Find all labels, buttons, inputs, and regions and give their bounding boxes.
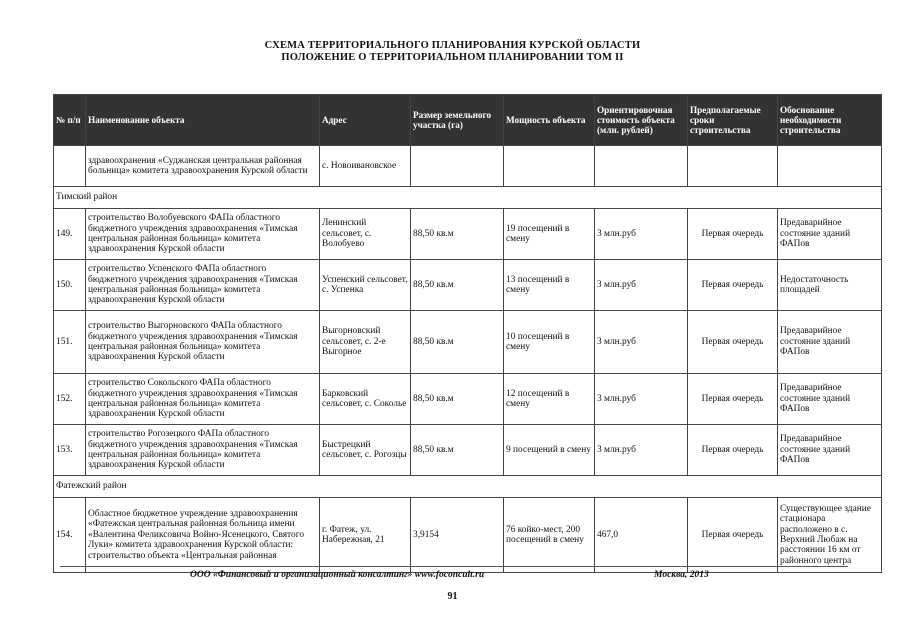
cell-area: 88,50 кв.м bbox=[411, 374, 504, 425]
cell-cost: 3 млн.руб bbox=[595, 311, 688, 374]
cell-capacity: 76 койко-мест, 200 посещений в смену bbox=[504, 498, 595, 573]
table-row bbox=[54, 498, 882, 573]
cell-reason: Предаварийное состояние зданий ФАПов bbox=[778, 425, 882, 476]
cell-term: Первая очередь bbox=[688, 311, 778, 374]
footer-city-year: Москва, 2013 bbox=[654, 570, 709, 580]
cell-address: Быстрецкий сельсовет, с. Рогозцы bbox=[320, 425, 411, 476]
cell-reason: Предаварийное состояние зданий ФАПов bbox=[778, 374, 882, 425]
footer-divider bbox=[60, 566, 848, 567]
col-header-reason: Обоснование необходимости строительства bbox=[778, 95, 882, 146]
cell-cost bbox=[595, 146, 688, 187]
cell-area: 88,50 кв.м bbox=[411, 260, 504, 311]
document-title: СХЕМА ТЕРРИТОРИАЛЬНОГО ПЛАНИРОВАНИЯ КУРСКОЙ ОБЛАСТИ bbox=[264, 40, 641, 51]
cell-name: здравоохранения «Суджанская центральная районная больница» комитета здравоохранения Курской области bbox=[86, 146, 320, 187]
cell-area: 88,50 кв.м bbox=[411, 311, 504, 374]
cell-name: строительство Успенского ФАПа областного бюджетного учреждения здравоохранения «Тимская центральная районная больница» комитета здравоохранения Курской области bbox=[86, 260, 320, 311]
cell-num bbox=[54, 146, 86, 187]
cell-name: строительство Волобуевского ФАПа областного бюджетного учреждения здравоохранения «Тимская центральная районная больница» комитета здравоохранения Курской области bbox=[86, 209, 320, 260]
col-header-cost: Ориентировочная стоимость объекта (млн. рублей) bbox=[595, 95, 688, 146]
cell-num: 152. bbox=[54, 374, 86, 425]
section-row bbox=[54, 187, 882, 209]
cell-term: Первая очередь bbox=[688, 374, 778, 425]
section-title-tim: Тимский район bbox=[54, 187, 882, 209]
document-subtitle: ПОЛОЖЕНИЕ О ТЕРРИТОРИАЛЬНОМ ПЛАНИРОВАНИИ ТОМ II bbox=[281, 52, 624, 63]
table-row bbox=[54, 209, 882, 260]
cell-capacity: 10 посещений в смену bbox=[504, 311, 595, 374]
cell-name: строительство Выгорновского ФАПа областного бюджетного учреждения здравоохранения «Тимская центральная районная больница» комитета здравоохранения Курской области bbox=[86, 311, 320, 374]
cell-cost: 3 млн.руб bbox=[595, 374, 688, 425]
col-header-num: № п/п bbox=[54, 95, 86, 146]
cell-address: с. Новоивановское bbox=[320, 146, 411, 187]
cell-area bbox=[411, 146, 504, 187]
table-row bbox=[54, 311, 882, 374]
cell-reason: Недостаточность площадей bbox=[778, 260, 882, 311]
cell-term: Первая очередь bbox=[688, 425, 778, 476]
cell-address: г. Фатеж, ул. Набережная, 21 bbox=[320, 498, 411, 573]
cell-num: 150. bbox=[54, 260, 86, 311]
table-header-row bbox=[54, 95, 882, 146]
cell-capacity: 19 посещений в смену bbox=[504, 209, 595, 260]
cell-name: строительство Рогозецкого ФАПа областного бюджетного учреждения здравоохранения «Тимская центральная районная больница» комитета здравоохранения Курской области bbox=[86, 425, 320, 476]
section-row bbox=[54, 476, 882, 498]
page-number: 91 bbox=[447, 591, 458, 602]
cell-term: Первая очередь bbox=[688, 498, 778, 573]
cell-address: Ленинский сельсовет, с. Волобуево bbox=[320, 209, 411, 260]
cell-cost: 3 млн.руб bbox=[595, 260, 688, 311]
cell-reason bbox=[778, 146, 882, 187]
cell-capacity: 12 посещений в смену bbox=[504, 374, 595, 425]
table-row bbox=[54, 425, 882, 476]
col-header-area: Размер земельного участка (га) bbox=[411, 95, 504, 146]
cell-cost: 3 млн.руб bbox=[595, 209, 688, 260]
col-header-name: Наименование объекта bbox=[86, 95, 320, 146]
cell-area: 88,50 кв.м bbox=[411, 209, 504, 260]
cell-name: строительство Сокольского ФАПа областного бюджетного учреждения здравоохранения «Тимская центральная районная больница» комитета здравоохранения Курской области bbox=[86, 374, 320, 425]
cell-capacity: 9 посещений в смену bbox=[504, 425, 595, 476]
cell-reason: Существующее здание стационара расположено в с. Верхний Любаж на расстоянии 16 км от районного центра bbox=[778, 498, 882, 573]
cell-num: 149. bbox=[54, 209, 86, 260]
cell-capacity bbox=[504, 146, 595, 187]
cell-cost: 3 млн.руб bbox=[595, 425, 688, 476]
cell-term bbox=[688, 146, 778, 187]
cell-address: Барковский сельсовет, с. Соколье bbox=[320, 374, 411, 425]
cell-term: Первая очередь bbox=[688, 209, 778, 260]
cell-reason: Предаварийное состояние зданий ФАПов bbox=[778, 209, 882, 260]
cell-name: Областное бюджетное учреждение здравоохранения «Фатежская центральная районная больница имени «Валентина Феликсовича Войно-Ясенецкого, Святого Луки» комитета здравоохранения Курской области: строительство объекта «Центральная районная bbox=[86, 498, 320, 573]
cell-address: Успенский сельсовет, с. Успенка bbox=[320, 260, 411, 311]
cell-num: 154. bbox=[54, 498, 86, 573]
section-title-fatezh: Фатежский район bbox=[54, 476, 882, 498]
col-header-capacity: Мощность объекта bbox=[504, 95, 595, 146]
cell-num: 153. bbox=[54, 425, 86, 476]
objects-table bbox=[53, 94, 882, 573]
footer-company: ООО «Финансовый и организационный консалтинг» www.foconcult.ru bbox=[190, 570, 485, 580]
cell-cost: 467,0 bbox=[595, 498, 688, 573]
cell-num: 151. bbox=[54, 311, 86, 374]
cell-reason: Предаварийное состояние зданий ФАПов bbox=[778, 311, 882, 374]
table-row bbox=[54, 260, 882, 311]
table-row bbox=[54, 374, 882, 425]
table-row bbox=[54, 146, 882, 187]
cell-term: Первая очередь bbox=[688, 260, 778, 311]
col-header-address: Адрес bbox=[320, 95, 411, 146]
col-header-term: Предполагаемые сроки строительства bbox=[688, 95, 778, 146]
cell-capacity: 13 посещений в смену bbox=[504, 260, 595, 311]
cell-address: Выгорновский сельсовет, с. 2-е Выгорное bbox=[320, 311, 411, 374]
cell-area: 3,9154 bbox=[411, 498, 504, 573]
cell-area: 88,50 кв.м bbox=[411, 425, 504, 476]
